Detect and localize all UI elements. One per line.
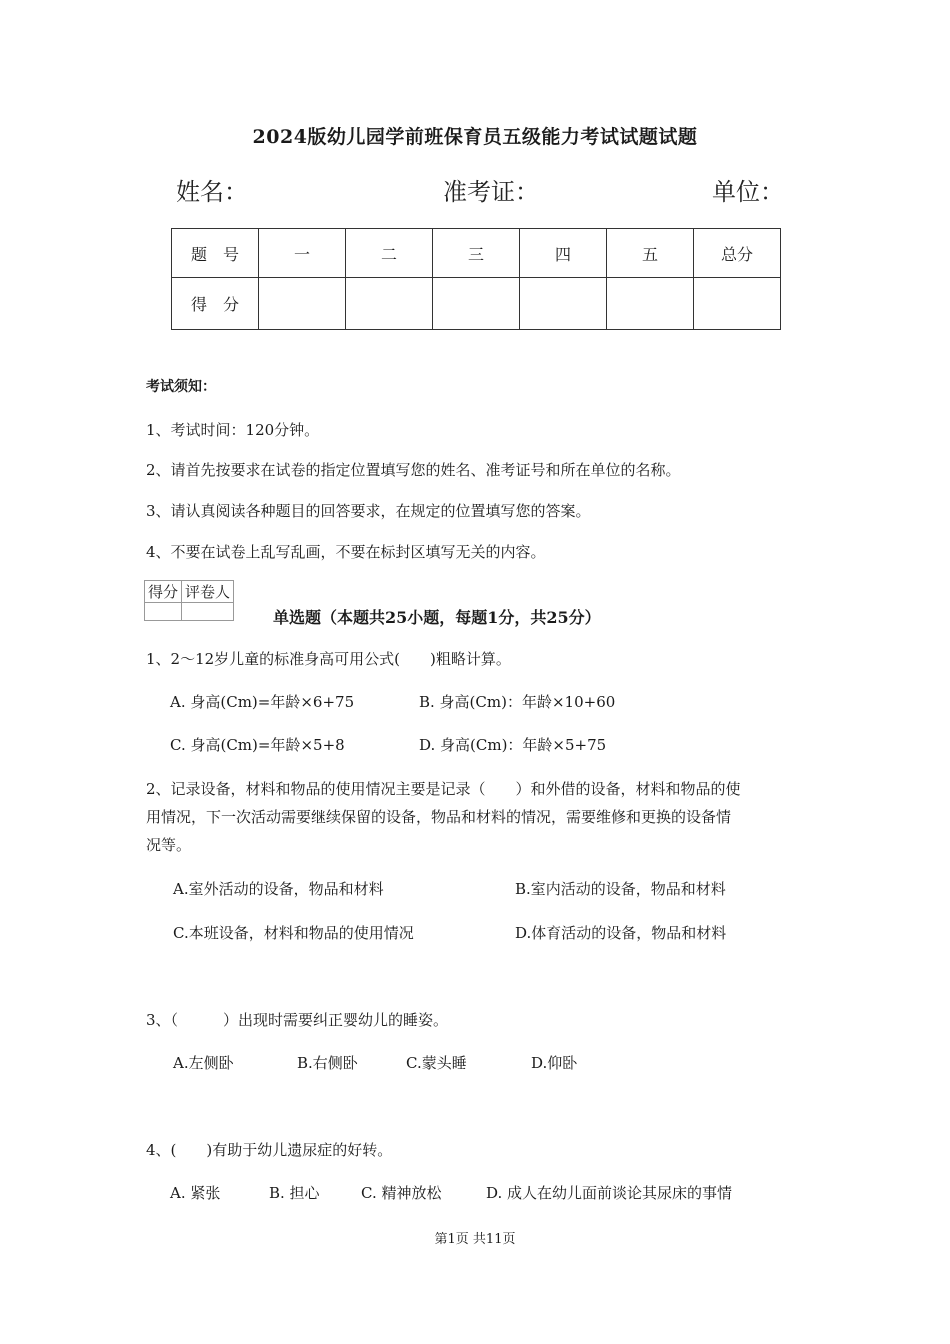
- page-title: 2024版幼儿园学前班保育员五级能力考试试题试题: [252, 126, 698, 148]
- score-cell[interactable]: [520, 278, 607, 330]
- score-cell[interactable]: [694, 278, 781, 330]
- option-c[interactable]: C. 身高(Cm)=年龄×5+8: [170, 736, 345, 754]
- section-title: 单选题（本题共25小题，每题1分，共25分）: [273, 608, 601, 627]
- question-stem: 3、（ ）出现时需要纠正婴幼儿的睡姿。: [146, 1011, 449, 1029]
- score-header-cell: 题 号: [172, 229, 259, 278]
- exam-id-label: 准考证：: [443, 178, 539, 206]
- notice-item: 1、考试时间：120分钟。: [146, 421, 320, 439]
- grader-box: [144, 580, 234, 621]
- option-a[interactable]: A.左侧卧: [173, 1054, 234, 1072]
- page-footer: 第1页 共11页: [434, 1232, 516, 1247]
- score-cell[interactable]: [259, 278, 346, 330]
- score-row-label: 得 分: [172, 278, 259, 330]
- question-stem: 1、2～12岁儿童的标准身高可用公式( )粗略计算。: [146, 650, 511, 668]
- score-header-cell: 总分: [694, 229, 781, 278]
- option-a[interactable]: A. 紧张: [170, 1184, 221, 1202]
- score-cell[interactable]: [607, 278, 694, 330]
- grader-name-label: 评卷人: [182, 581, 234, 603]
- score-cell[interactable]: [433, 278, 520, 330]
- unit-label: 单位：: [712, 178, 784, 206]
- score-cell[interactable]: [346, 278, 433, 330]
- question-stem: 4、( )有助于幼儿遗尿症的好转。: [146, 1141, 393, 1159]
- grader-name-cell[interactable]: [182, 603, 234, 621]
- notice-item: 2、请首先按要求在试卷的指定位置填写您的姓名、准考证号和所在单位的名称。: [146, 461, 681, 479]
- option-d[interactable]: D.仰卧: [531, 1054, 578, 1072]
- option-b[interactable]: B. 担心: [269, 1184, 320, 1202]
- question-stem-line: 用情况，下一次活动需要继续保留的设备，物品和材料的情况，需要维修和更换的设备情: [146, 808, 732, 826]
- name-label: 姓名：: [176, 178, 248, 206]
- score-header-cell: 二: [346, 229, 433, 278]
- option-d[interactable]: D.体育活动的设备，物品和材料: [515, 924, 727, 942]
- option-b[interactable]: B. 身高(Cm)：年龄×10+60: [419, 693, 616, 711]
- score-header-cell: 一: [259, 229, 346, 278]
- option-a[interactable]: A. 身高(Cm)=年龄×6+75: [170, 693, 355, 711]
- question-stem-line: 况等。: [146, 836, 192, 854]
- question-stem-line: 2、记录设备，材料和物品的使用情况主要是记录（ ）和外借的设备，材料和物品的使: [146, 780, 741, 798]
- option-a[interactable]: A.室外活动的设备，物品和材料: [173, 880, 384, 898]
- notice-item: 4、不要在试卷上乱写乱画，不要在标封区填写无关的内容。: [146, 543, 546, 561]
- option-d[interactable]: D. 身高(Cm)：年龄×5+75: [419, 736, 607, 754]
- option-b[interactable]: B.右侧卧: [297, 1054, 358, 1072]
- score-header-cell: 三: [433, 229, 520, 278]
- option-b[interactable]: B.室内活动的设备，物品和材料: [515, 880, 726, 898]
- option-c[interactable]: C. 精神放松: [361, 1184, 442, 1202]
- score-table: [171, 228, 781, 330]
- grader-score-cell[interactable]: [145, 603, 182, 621]
- option-c[interactable]: C.本班设备，材料和物品的使用情况: [173, 924, 414, 942]
- score-header-cell: 四: [520, 229, 607, 278]
- score-header-cell: 五: [607, 229, 694, 278]
- grader-score-label: 得分: [145, 581, 182, 603]
- notice-heading: 考试须知：: [146, 379, 216, 395]
- option-d[interactable]: D. 成人在幼儿面前谈论其尿床的事情: [486, 1184, 733, 1202]
- option-c[interactable]: C.蒙头睡: [406, 1054, 467, 1072]
- notice-item: 3、请认真阅读各种题目的回答要求，在规定的位置填写您的答案。: [146, 502, 591, 520]
